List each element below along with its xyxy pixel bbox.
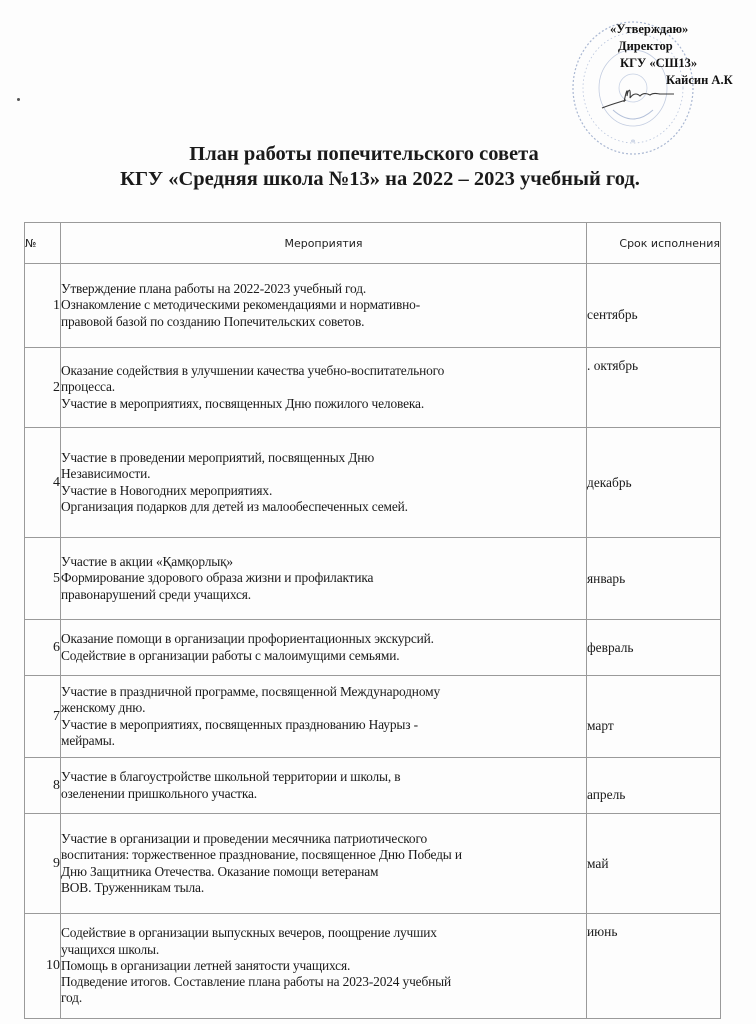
- event-line: Утверждение плана работы на 2022-2023 учебный год.: [61, 281, 367, 297]
- row-event: [61, 538, 587, 620]
- approval-organization: КГУ «СШ13»: [620, 56, 698, 70]
- row-term: февраль: [587, 620, 721, 676]
- row-term: апрель: [587, 758, 721, 814]
- row-term: декабрь: [587, 428, 721, 538]
- approval-heading: «Утверждаю»: [610, 22, 689, 36]
- row-number: 5: [25, 538, 61, 620]
- row-number: 7: [25, 676, 61, 758]
- event-line: Содействие в организации выпускных вечеров, поощрение лучших: [61, 925, 437, 941]
- row-event: [61, 264, 587, 348]
- document-subtitle: КГУ «Средняя школа №13» на 2022 – 2023 учебный год.: [120, 168, 640, 190]
- approval-position: Директор: [618, 39, 673, 53]
- table-row: [25, 814, 721, 914]
- event-line: Оказание содействия в улучшении качества учебно-воспитательного: [61, 363, 445, 379]
- table-header-row: [25, 223, 721, 264]
- row-event: [61, 676, 587, 758]
- table-row: [25, 914, 721, 1019]
- row-event: [61, 348, 587, 428]
- table-row: [25, 348, 721, 428]
- header-number: №: [25, 223, 61, 264]
- event-line: мейрамы.: [61, 732, 115, 748]
- event-line: Участие в Новогодних мероприятиях.: [61, 482, 273, 498]
- event-line: Участие в мероприятиях, посвященных празднованию Наурыз -: [61, 716, 418, 732]
- approval-director-name: Кайсин А.К: [666, 73, 733, 87]
- event-line: Участие в мероприятиях, посвященных Дню пожилого человека.: [61, 395, 425, 411]
- table-row: [25, 758, 721, 814]
- event-line: Помощь в организации летней занятости учащихся.: [61, 957, 351, 973]
- row-event: [61, 814, 587, 914]
- event-line: Участие в благоустройстве школьной территории и школы, в: [61, 769, 401, 785]
- event-line: Организация подарков для детей из малообеспеченных семей.: [61, 498, 408, 514]
- row-term: март: [587, 676, 721, 758]
- table-row: [25, 676, 721, 758]
- row-term: январь: [587, 538, 721, 620]
- table-row: [25, 428, 721, 538]
- event-line: Содействие в организации работы с малоимущими семьями.: [61, 647, 400, 663]
- event-line: Ознакомление с методическими рекомендациями и нормативно-: [61, 297, 421, 313]
- event-line: воспитания: торжественное празднование, посвященное Дню Победы и: [61, 847, 462, 863]
- event-line: женскому дню.: [61, 700, 146, 716]
- row-number: 9: [25, 814, 61, 914]
- row-term: июнь: [587, 914, 721, 1019]
- event-line: Независимости.: [61, 466, 151, 482]
- row-term: май: [587, 814, 721, 914]
- plan-table-body: [25, 264, 721, 1019]
- row-event: [61, 428, 587, 538]
- row-event: [61, 914, 587, 1019]
- row-term: . октябрь: [587, 348, 721, 428]
- event-line: Оказание помощи в организации профориентационных экскурсий.: [61, 631, 434, 647]
- scan-speck: [17, 98, 20, 101]
- row-number: 1: [25, 264, 61, 348]
- table-row: [25, 620, 721, 676]
- row-event: [61, 758, 587, 814]
- row-event: [61, 620, 587, 676]
- event-line: Участие в организации и проведении месячника патриотического: [61, 831, 428, 847]
- row-number: 2: [25, 348, 61, 428]
- event-line: Участие в праздничной программе, посвященной Международному: [61, 684, 440, 700]
- event-line: Участие в акции «Қамқорлық»: [61, 554, 233, 570]
- approval-block: [600, 21, 733, 89]
- row-number: 6: [25, 620, 61, 676]
- event-line: Дню Защитника Отечества. Оказание помощи ветеранам: [61, 863, 379, 879]
- table-row: [25, 264, 721, 348]
- row-term: сентябрь: [587, 264, 721, 348]
- event-line: год.: [61, 990, 83, 1006]
- row-number: 10: [25, 914, 61, 1019]
- header-event: Мероприятия: [61, 223, 587, 264]
- event-line: Участие в проведении мероприятий, посвященных Дню: [61, 450, 375, 466]
- row-number: 4: [25, 428, 61, 538]
- director-signature: [598, 82, 678, 110]
- table-row: [25, 538, 721, 620]
- event-line: правовой базой по созданию Попечительских советов.: [61, 313, 365, 329]
- event-line: ВОВ. Труженникам тыла.: [61, 879, 205, 895]
- event-line: учащихся школы.: [61, 941, 160, 957]
- plan-table: [24, 222, 721, 1019]
- event-line: озеленении пришкольного участка.: [61, 785, 258, 801]
- event-line: Формирование здорового образа жизни и профилактика: [61, 570, 374, 586]
- header-term: Срок исполнения: [587, 223, 721, 264]
- row-number: 8: [25, 758, 61, 814]
- svg-text:*: *: [630, 138, 636, 149]
- event-line: Подведение итогов. Составление плана работы на 2023-2024 учебный: [61, 974, 452, 990]
- document-title: План работы попечительского совета: [189, 143, 539, 165]
- event-line: процесса.: [61, 379, 115, 395]
- event-line: правонарушений среди учащихся.: [61, 586, 251, 602]
